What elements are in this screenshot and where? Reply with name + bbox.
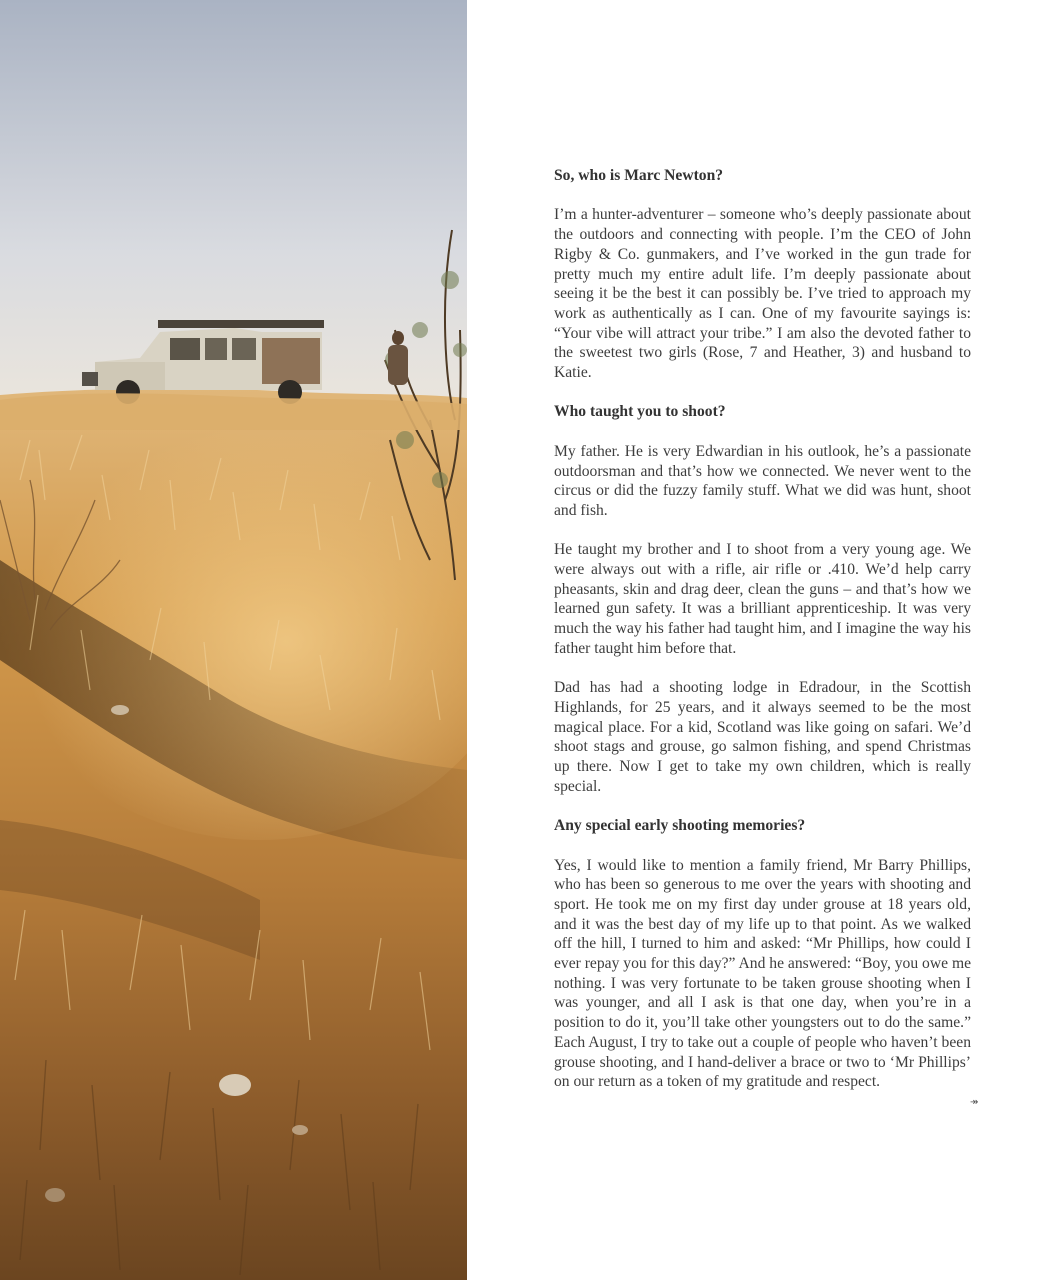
- continue-arrow-icon: ↠: [970, 1097, 979, 1108]
- landscape-photo: [0, 0, 467, 1280]
- article-text: [554, 166, 971, 1092]
- paragraph: My father. He is very Edwardian in his outlook, he’s a passionate outdoorsman and that’s how we connected. We never went to the circus or did the fuzzy family stuff. What we did was hunt, shoot and fish.: [554, 442, 971, 519]
- paragraph: Dad has had a shooting lodge in Edradour, in the Scottish Highlands, for 25 years, and it always seemed to be the most magical place. For a kid, Scotland was like going on safari. We’d shoot stags and grouse, go salmon fishing, and spend Christmas up there. Now I get to take my own children, which is really special.: [554, 679, 971, 795]
- paragraph: I’m a hunter-adventurer – someone who’s deeply passionate about the outdoors and connecting with people. I’m the CEO of John Rigby & Co. gunmakers, and I’ve worked in the gun trade for pretty much my entire adult life. I’m deeply passionate about seeing it be the best it can possibly be. I’ve tried to approach my work as authentically as I can. One of my favourite sayings is: “Your vibe will attract your tribe.” I am also the devoted father to the sweetest two girls (Rose, 7 and Heather, 3) and husband to Katie.: [554, 206, 971, 382]
- section-heading: Any special early shooting memories?: [554, 817, 806, 835]
- section-heading: Who taught you to shoot?: [554, 403, 726, 421]
- section-heading: So, who is Marc Newton?: [554, 167, 724, 184]
- paragraph: He taught my brother and I to shoot from a very young age. We were always out with a rifle, air rifle or .410. We’d help carry pheasants, skin and drag deer, clean the guns – and that’s how we learned gun safety. It was a brilliant apprenticeship. It was very much the way his father had taught him, and I imagine the way his father taught him before that.: [554, 541, 971, 657]
- paragraph: Yes, I would like to mention a family friend, Mr Barry Phillips, who has been so generous to me over the years with shooting and sport. He took me on my first day under grouse at 18 years old, and it was the best day of my life up to that point. As we walked off the hill, I turned to him and asked: “Mr Phillips, how could I ever repay you for this day?” And he answered: “Boy, you owe me nothing. I was very fortunate to be taken grouse shooting when I was younger, and all I ask is that one day, when you’re in a position to do it, you’ll take other youngsters out to do the same.” Each August, I try to take out a couple of people who haven’t been grouse shooting, and I hand-deliver a brace or two to ‘Mr Phillips’ on our return as a token of my gratitude and respect.: [554, 856, 971, 1091]
